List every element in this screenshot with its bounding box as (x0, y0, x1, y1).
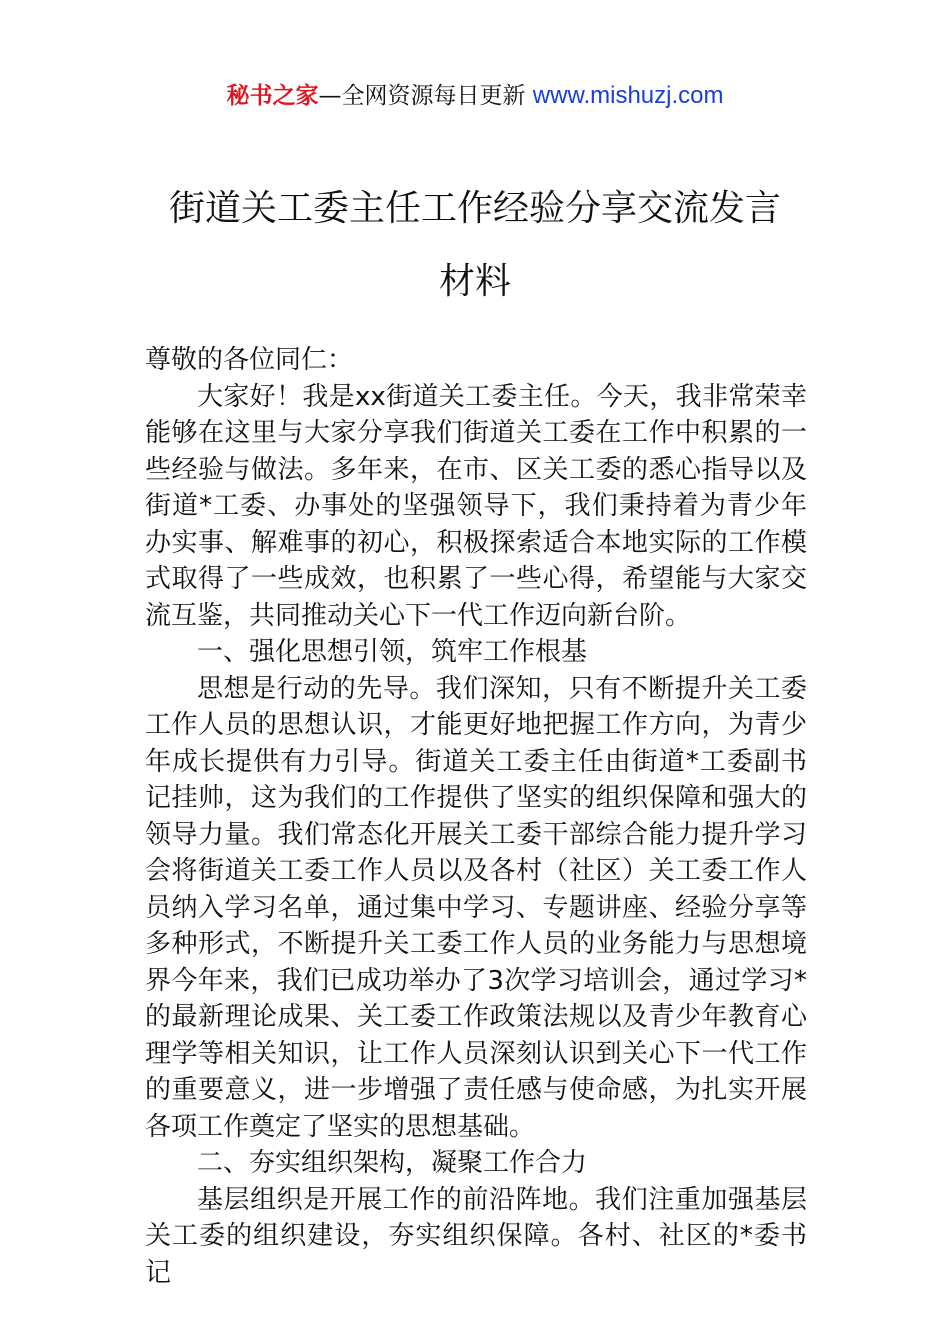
document-body (145, 342, 807, 1291)
site-url-link[interactable]: www.mishuzj.com (532, 82, 724, 109)
document-title (0, 172, 950, 318)
brand-name: 秘书之家 (226, 83, 319, 109)
section-1-heading: 一、强化思想引领，筑牢工作根基 (197, 637, 588, 667)
site-header (0, 80, 950, 112)
section-1-paragraph: 思想是行动的先导。我们深知，只有不断提升关工委工作人员的思想认识，才能更好地把握工作方向，为青少年成长提供有力引导。街道关工委主任由街道*工委副书记挂帅，这为我们的工作提供了坚实的组织保障和强大的领导力量。我们常态化开展关工委干部综合能力提升学习会将街道关工委工作人员以及各村（社区）关工委工作人员纳入学习名单，通过集中学习、专题讲座、经验分享等多种形式，不断提升关工委工作人员的业务能力与思想境界今年来，我们已成功举办了3次学习培训会，通过学习*的最新理论成果、关工委工作政策法规以及青少年教育心理学等相关知识，让工作人员深刻认识到关心下一代工作的重要意义，进一步增强了责任感与使命感，为扎实开展各项工作奠定了坚实的思想基础。 (145, 673, 807, 1142)
header-tagline: —全网资源每日更新 (318, 83, 533, 109)
title-line-2: 材料 (438, 261, 511, 302)
section-2-heading: 二、夯实组织架构，凝聚工作合力 (197, 1148, 588, 1178)
section-2-paragraph: 基层组织是开展工作的前沿阵地。我们注重加强基层关工委的组织建设，夯实组织保障。各村、社区的*委书记 (145, 1184, 807, 1288)
intro-paragraph: 大家好！我是xx街道关工委主任。今天，我非常荣幸能够在这里与大家分享我们街道关工委在工作中积累的一些经验与做法。多年来，在市、区关工委的悉心指导以及街道*工委、办事处的坚强领导下，我们秉持着为青少年办实事、解难事的初心，积极探索适合本地实际的工作模式取得了一些成效，也积累了一些心得，希望能与大家交流互鉴，共同推动关心下一代工作迈向新台阶。 (145, 381, 807, 631)
title-line-1: 街道关工委主任工作经验分享交流发言 (168, 188, 781, 229)
salutation: 尊敬的各位同仁： (145, 345, 354, 375)
